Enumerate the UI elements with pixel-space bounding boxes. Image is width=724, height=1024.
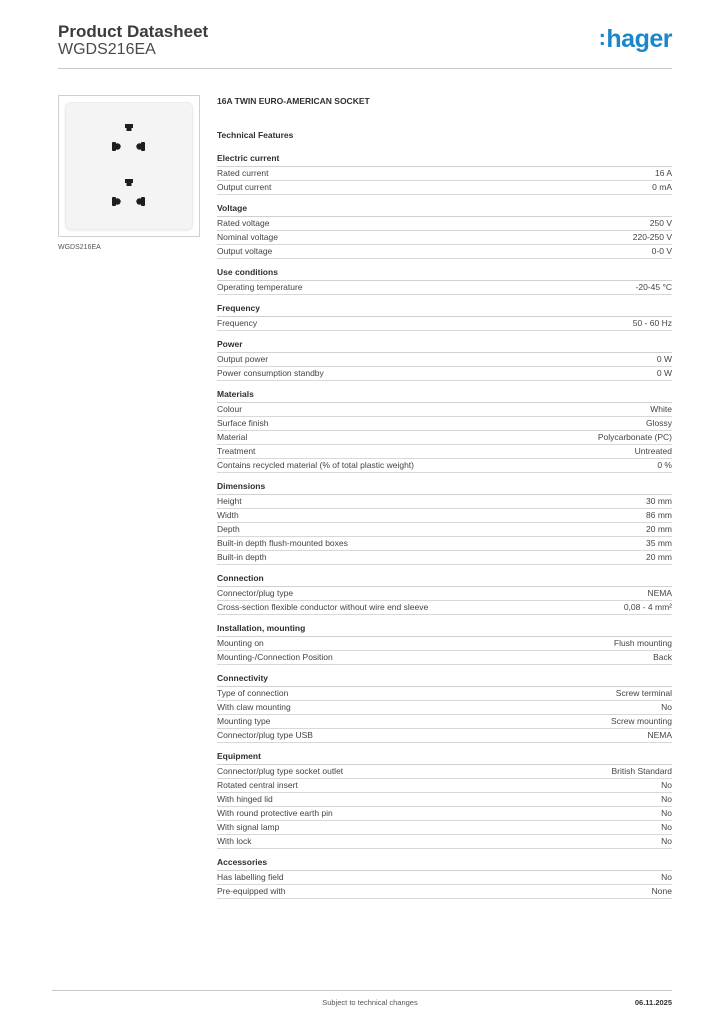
spec-row bbox=[217, 509, 672, 523]
spec-row bbox=[217, 765, 672, 779]
spec-label: Built-in depth bbox=[217, 552, 267, 562]
spec-label: Rotated central insert bbox=[217, 780, 298, 790]
spec-row bbox=[217, 651, 672, 665]
spec-section bbox=[217, 857, 672, 899]
spec-row bbox=[217, 821, 672, 835]
spec-value: Flush mounting bbox=[613, 638, 672, 648]
spec-row bbox=[217, 687, 672, 701]
spec-section bbox=[217, 389, 672, 473]
page-header bbox=[58, 20, 672, 70]
spec-section bbox=[217, 481, 672, 565]
spec-label: Height bbox=[217, 496, 242, 506]
spec-sections bbox=[217, 153, 672, 899]
spec-value: No bbox=[661, 808, 672, 818]
section-title: Equipment bbox=[217, 751, 672, 765]
footer-divider bbox=[52, 990, 672, 991]
spec-section bbox=[217, 751, 672, 849]
spec-value: NEMA bbox=[647, 730, 672, 740]
spec-label: Depth bbox=[217, 524, 240, 534]
spec-row bbox=[217, 367, 672, 381]
image-caption: WGDS216EA bbox=[58, 244, 101, 251]
spec-section bbox=[217, 573, 672, 615]
spec-row bbox=[217, 403, 672, 417]
spec-value: 0-0 V bbox=[651, 246, 672, 256]
spec-row bbox=[217, 245, 672, 259]
spec-row bbox=[217, 715, 672, 729]
spec-label: Nominal voltage bbox=[217, 232, 278, 242]
spec-label: Frequency bbox=[217, 318, 258, 328]
spec-label: With lock bbox=[217, 836, 252, 846]
socket-plate-image bbox=[65, 102, 193, 230]
technical-features-heading: Technical Features bbox=[217, 130, 294, 140]
spec-label: Output current bbox=[217, 182, 272, 192]
spec-value: Back bbox=[653, 652, 672, 662]
spec-value: 50 - 60 Hz bbox=[632, 318, 672, 328]
product-image-frame bbox=[58, 95, 200, 237]
spec-label: Surface finish bbox=[217, 418, 269, 428]
spec-label: Material bbox=[217, 432, 248, 442]
spec-label: With hinged lid bbox=[217, 794, 273, 804]
spec-row bbox=[217, 417, 672, 431]
spec-value: 35 mm bbox=[646, 538, 672, 548]
spec-row bbox=[217, 181, 672, 195]
spec-value: Glossy bbox=[646, 418, 672, 428]
spec-row bbox=[217, 587, 672, 601]
spec-section bbox=[217, 153, 672, 195]
spec-label: With round protective earth pin bbox=[217, 808, 333, 818]
section-title: Power bbox=[217, 339, 672, 353]
spec-value: 0 W bbox=[656, 368, 672, 378]
spec-label: Colour bbox=[217, 404, 243, 414]
spec-value: 16 A bbox=[654, 168, 672, 178]
spec-row bbox=[217, 701, 672, 715]
section-title: Materials bbox=[217, 389, 672, 403]
section-title: Voltage bbox=[217, 203, 672, 217]
hager-logo: :hager bbox=[598, 25, 672, 53]
spec-label: Rated voltage bbox=[217, 218, 270, 228]
spec-label: Mounting-/Connection Position bbox=[217, 652, 333, 662]
section-title: Dimensions bbox=[217, 481, 672, 495]
spec-label: Connector/plug type USB bbox=[217, 730, 313, 740]
socket-outlets-graphic bbox=[65, 102, 193, 230]
spec-label: With signal lamp bbox=[217, 822, 280, 832]
spec-section bbox=[217, 623, 672, 665]
spec-label: Pre-equipped with bbox=[217, 886, 286, 896]
spec-row bbox=[217, 523, 672, 537]
spec-value: 0 % bbox=[657, 460, 672, 470]
spec-label: Connector/plug type bbox=[217, 588, 294, 598]
spec-row bbox=[217, 779, 672, 793]
spec-value: No bbox=[661, 780, 672, 790]
spec-section bbox=[217, 339, 672, 381]
spec-label: Has labelling field bbox=[217, 872, 284, 882]
spec-label: Built-in depth flush-mounted boxes bbox=[217, 538, 348, 548]
datasheet-content bbox=[217, 95, 672, 899]
spec-row bbox=[217, 835, 672, 849]
spec-value: Polycarbonate (PC) bbox=[597, 432, 672, 442]
section-title: Connection bbox=[217, 573, 672, 587]
spec-value: 30 mm bbox=[646, 496, 672, 506]
footer-date: 06.11.2025 bbox=[634, 998, 672, 1007]
spec-row bbox=[217, 807, 672, 821]
spec-label: Contains recycled material (% of total plastic weight) bbox=[217, 460, 414, 470]
spec-label: Mounting on bbox=[217, 638, 264, 648]
spec-value: British Standard bbox=[611, 766, 672, 776]
spec-row bbox=[217, 729, 672, 743]
spec-label: Power consumption standby bbox=[217, 368, 324, 378]
spec-row bbox=[217, 885, 672, 899]
section-title: Use conditions bbox=[217, 267, 672, 281]
spec-row bbox=[217, 317, 672, 331]
spec-section bbox=[217, 673, 672, 743]
spec-value: 220-250 V bbox=[632, 232, 672, 242]
spec-value: 250 V bbox=[649, 218, 672, 228]
product-name: 16A TWIN EURO-AMERICAN SOCKET bbox=[217, 96, 370, 106]
spec-value: 20 mm bbox=[646, 524, 672, 534]
spec-row bbox=[217, 793, 672, 807]
section-title: Electric current bbox=[217, 153, 672, 167]
spec-label: Output voltage bbox=[217, 246, 273, 256]
spec-label: Cross-section flexible conductor without wire end sleeve bbox=[217, 602, 429, 612]
spec-value: White bbox=[650, 404, 672, 414]
spec-row bbox=[217, 445, 672, 459]
spec-row bbox=[217, 431, 672, 445]
spec-section bbox=[217, 303, 672, 331]
spec-label: Width bbox=[217, 510, 239, 520]
spec-value: No bbox=[661, 702, 672, 712]
spec-value: Screw terminal bbox=[615, 688, 672, 698]
spec-row bbox=[217, 551, 672, 565]
spec-row bbox=[217, 459, 672, 473]
spec-value: No bbox=[661, 794, 672, 804]
spec-row bbox=[217, 217, 672, 231]
spec-section bbox=[217, 267, 672, 295]
spec-section bbox=[217, 203, 672, 259]
spec-value: NEMA bbox=[647, 588, 672, 598]
spec-label: With claw mounting bbox=[217, 702, 291, 712]
section-title: Frequency bbox=[217, 303, 672, 317]
spec-value: 0 mA bbox=[652, 182, 672, 192]
product-code-title: WGDS216EA bbox=[58, 41, 156, 58]
section-title: Accessories bbox=[217, 857, 672, 871]
spec-value: Screw mounting bbox=[611, 716, 672, 726]
spec-label: Treatment bbox=[217, 446, 256, 456]
spec-value: No bbox=[661, 822, 672, 832]
spec-row bbox=[217, 637, 672, 651]
spec-label: Operating temperature bbox=[217, 282, 303, 292]
spec-value: -20-45 °C bbox=[635, 282, 672, 292]
spec-label: Mounting type bbox=[217, 716, 271, 726]
spec-label: Type of connection bbox=[217, 688, 289, 698]
spec-value: 86 mm bbox=[646, 510, 672, 520]
spec-row bbox=[217, 167, 672, 181]
spec-value: No bbox=[661, 836, 672, 846]
header-divider bbox=[58, 68, 672, 69]
spec-row bbox=[217, 281, 672, 295]
spec-label: Rated current bbox=[217, 168, 269, 178]
spec-value: 0,08 - 4 mm² bbox=[623, 602, 672, 612]
footer-note: Subject to technical changes bbox=[322, 998, 418, 1007]
spec-value: None bbox=[651, 886, 672, 896]
spec-label: Output power bbox=[217, 354, 269, 364]
section-title: Connectivity bbox=[217, 673, 672, 687]
document-title: Product Datasheet bbox=[58, 22, 209, 41]
spec-label: Connector/plug type socket outlet bbox=[217, 766, 344, 776]
spec-row bbox=[217, 601, 672, 615]
section-title: Installation, mounting bbox=[217, 623, 672, 637]
spec-row bbox=[217, 231, 672, 245]
spec-value: 20 mm bbox=[646, 552, 672, 562]
spec-value: No bbox=[661, 872, 672, 882]
spec-row bbox=[217, 353, 672, 367]
spec-row bbox=[217, 871, 672, 885]
spec-row bbox=[217, 495, 672, 509]
logo-text: hager bbox=[606, 25, 672, 53]
spec-value: 0 W bbox=[656, 354, 672, 364]
spec-value: Untreated bbox=[634, 446, 672, 456]
spec-row bbox=[217, 537, 672, 551]
